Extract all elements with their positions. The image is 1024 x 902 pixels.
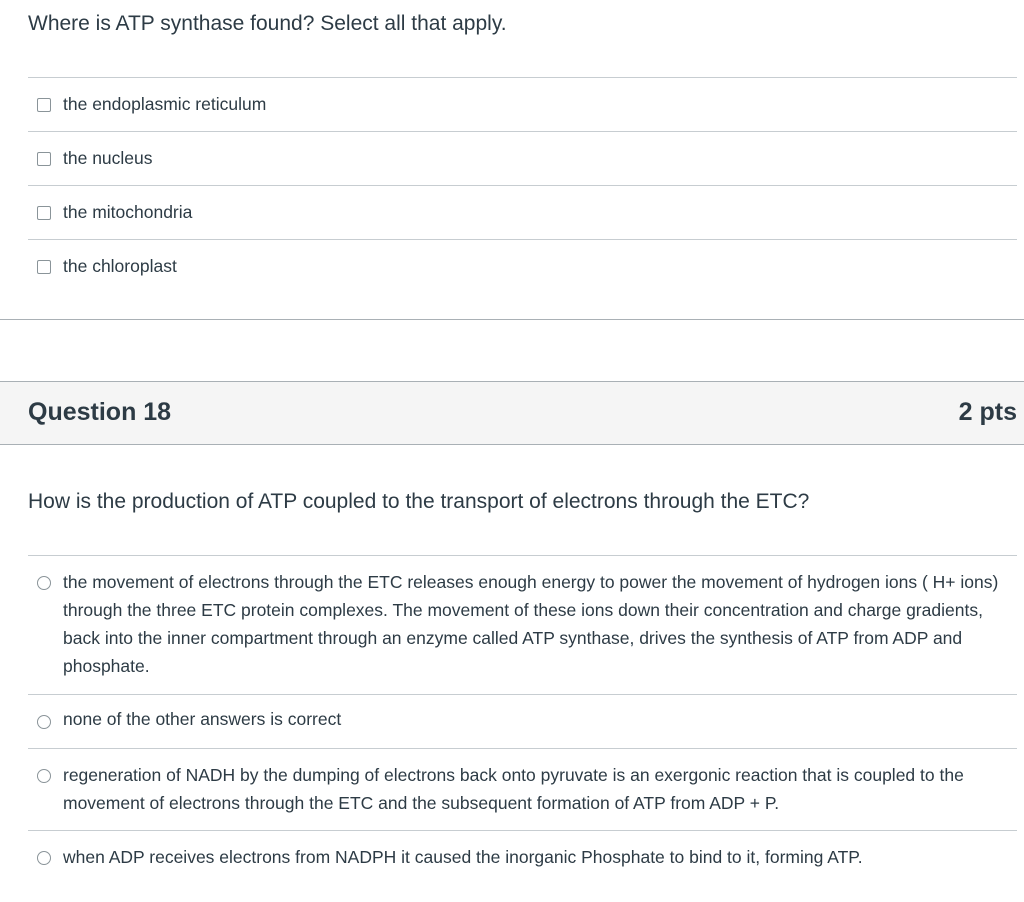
answer-label[interactable]: the movement of electrons through the ETC releases enough energy to power the movement of hydrogen ions ( H+ ions) through the three ETC protein complexes. The movement of these ions down their concentration and charge gradients, back into the inner compartment through an enzyme called ATP synthase, drives the synthesis of ATP from ADP and phosphate. xyxy=(63,572,999,676)
answer-label[interactable]: the chloroplast xyxy=(63,256,177,276)
answer-option[interactable] xyxy=(28,131,1017,185)
answer-label[interactable]: when ADP receives electrons from NADPH it caused the inorganic Phosphate to bind to it, forming ATP. xyxy=(63,847,863,867)
answer-option[interactable] xyxy=(28,694,1017,748)
answer-label[interactable]: the mitochondria xyxy=(63,202,193,222)
answer-radio[interactable] xyxy=(37,715,51,729)
answer-radio[interactable] xyxy=(37,769,51,783)
answer-label[interactable]: the endoplasmic reticulum xyxy=(63,94,267,114)
question-17-answers xyxy=(28,77,1017,293)
answer-option[interactable] xyxy=(28,185,1017,239)
answer-checkbox[interactable] xyxy=(37,98,51,112)
answer-label[interactable]: none of the other answers is correct xyxy=(63,709,342,729)
answer-label[interactable]: regeneration of NADH by the dumping of electrons back onto pyruvate is an exergonic reaction that is coupled to the movement of electrons through the ETC and the subsequent formation of ATP from ADP + P. xyxy=(63,765,964,813)
answer-radio[interactable] xyxy=(37,851,51,865)
answer-option[interactable] xyxy=(28,748,1017,830)
answer-label[interactable]: the nucleus xyxy=(63,148,153,168)
question-points: 2 pts xyxy=(958,398,1017,426)
question-title: Question 18 xyxy=(28,398,172,426)
question-18-answers xyxy=(28,555,1017,890)
question-divider xyxy=(0,319,1024,320)
answer-checkbox[interactable] xyxy=(37,206,51,220)
answer-option[interactable] xyxy=(28,77,1017,131)
answer-checkbox[interactable] xyxy=(37,152,51,166)
question-18-header xyxy=(0,381,1024,445)
question-18-text: How is the production of ATP coupled to the transport of electrons through the ETC? xyxy=(28,490,810,513)
answer-option[interactable] xyxy=(28,239,1017,293)
question-17-text: Where is ATP synthase found? Select all that apply. xyxy=(28,12,507,35)
answer-checkbox[interactable] xyxy=(37,260,51,274)
answer-option[interactable] xyxy=(28,555,1017,694)
answer-radio[interactable] xyxy=(37,576,51,590)
answer-option[interactable] xyxy=(28,830,1017,890)
